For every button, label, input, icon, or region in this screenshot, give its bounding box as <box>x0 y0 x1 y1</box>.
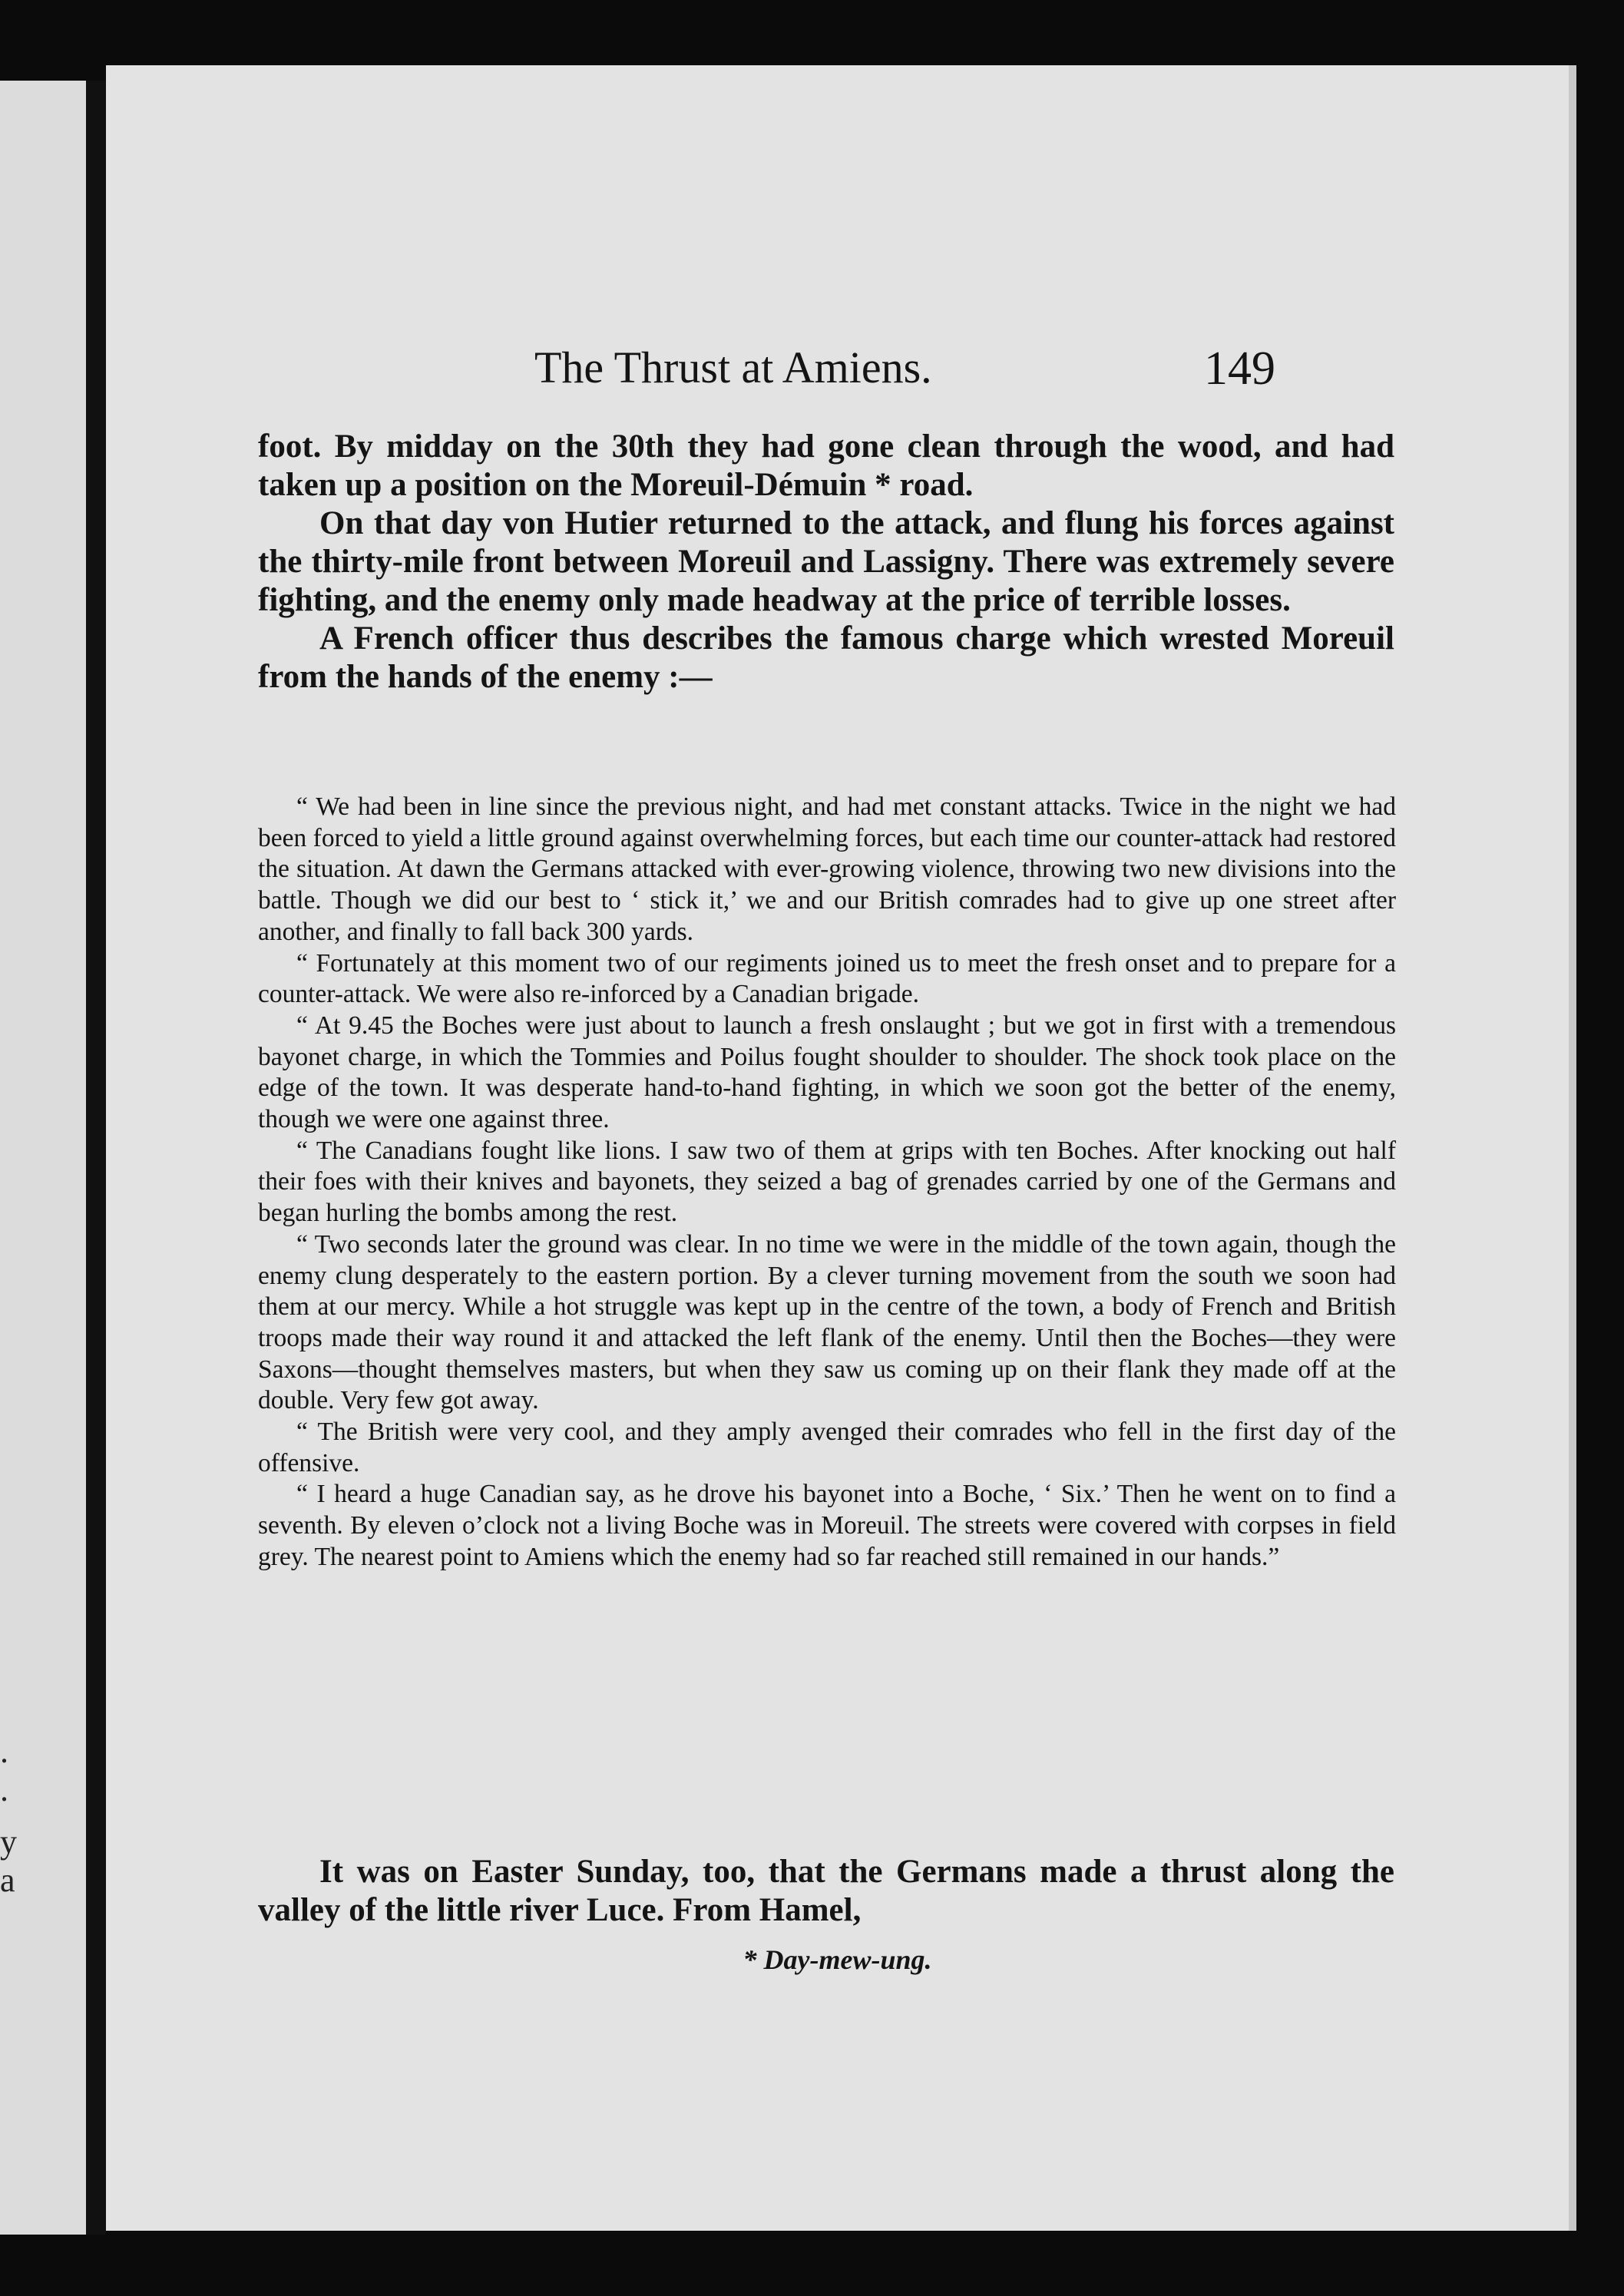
left-page-fragment: y <box>0 1823 17 1861</box>
page-number: 149 <box>1204 342 1275 395</box>
running-title: The Thrust at Amiens. <box>534 342 932 392</box>
closing-text <box>258 1853 1394 1930</box>
quote-paragraph: “ Fortunately at this moment two of our regiments joined us to meet the fresh onset and to prepare for a counter-attack. We were also re-inforced by a Canadian brigade. <box>258 948 1396 1009</box>
left-page-fragment: a <box>0 1861 15 1899</box>
quote-paragraph: “ The British were very cool, and they amply avenged their comrades who fell in the first day of the offensive. <box>258 1418 1396 1477</box>
quote-paragraph: “ I heard a huge Canadian say, as he drove his bayonet into a Boche, ‘ Six.’ Then he went on to find a seventh. By eleven o’clock not a living Boche was in Moreuil. The streets were covered with corpses in field grey. The nearest point to Amiens which the enemy had so far reached still remained in our hands.” <box>258 1480 1396 1571</box>
body-paragraph: foot. By midday on the 30th they had gone clean through the wood, and had taken up a position on the Moreuil-Démuin * road. <box>258 428 1394 503</box>
left-page-fragment: . <box>0 1732 8 1770</box>
quote-paragraph: “ The Canadians fought like lions. I saw two of them at grips with ten Boches. After knocking out half their foes with their knives and bayonets, they seized a bag of grenades carried by one of the Germans and began hurling the bombs among the rest. <box>258 1136 1396 1228</box>
body-text <box>258 428 1394 696</box>
closing-paragraph: It was on Easter Sunday, too, that the Germans made a thrust along the valley of the little river Luce. From Hamel, <box>258 1854 1394 1928</box>
body-paragraph: On that day von Hutier returned to the attack, and flung his forces against the thirty-mile front between Moreuil and Lassigny. There was extremely severe fighting, and the enemy only made headway at the price of terrible losses. <box>258 505 1394 618</box>
left-page-fragment: . <box>0 1771 8 1808</box>
quote-paragraph: “ We had been in line since the previous night, and had met constant attacks. Twice in the night we had been forced to yield a little ground against overwhelming forces, but each time our counter-attack had restored the situation. At dawn the Germans attacked with ever-growing violence, throwing two new divisions into the battle. Though we did our best to ‘ stick it,’ we and our British comrades had to give up one street after another, and finally to fall back 300 yards. <box>258 792 1396 946</box>
book-page <box>106 65 1569 2231</box>
quote-paragraph: “ At 9.45 the Boches were just about to launch a fresh onslaught ; but we got in first with a tremendous bayonet charge, in which the Tommies and Poilus fought shoulder to shoulder. The shock took place on the edge of the town. It was desperate hand-to-hand fighting, in which we soon got the better of the enemy, though we were one against three. <box>258 1011 1396 1134</box>
book-spine <box>86 81 106 2235</box>
page-edge <box>1569 65 1576 2231</box>
body-paragraph: A French officer thus describes the famous charge which wrested Moreuil from the hands of the enemy :— <box>258 620 1394 695</box>
block-quote <box>258 792 1396 1573</box>
page-header <box>106 342 1569 403</box>
left-page-edge <box>0 81 86 2235</box>
quote-paragraph: “ Two seconds later the ground was clear. In no time we were in the middle of the town again, though the enemy clung desperately to the eastern portion. By a clever turning movement from the south we soon had them at our mercy. While a hot struggle was kept up in the centre of the town, a body of French and British troops made their way round it and attacked the left flank of the enemy. Until then the Boches—they were Saxons—thought themselves masters, but when they saw us coming up on their flank they made off at the double. Very few got away. <box>258 1229 1396 1415</box>
footnote: * Day-mew-ung. <box>743 1944 932 1975</box>
